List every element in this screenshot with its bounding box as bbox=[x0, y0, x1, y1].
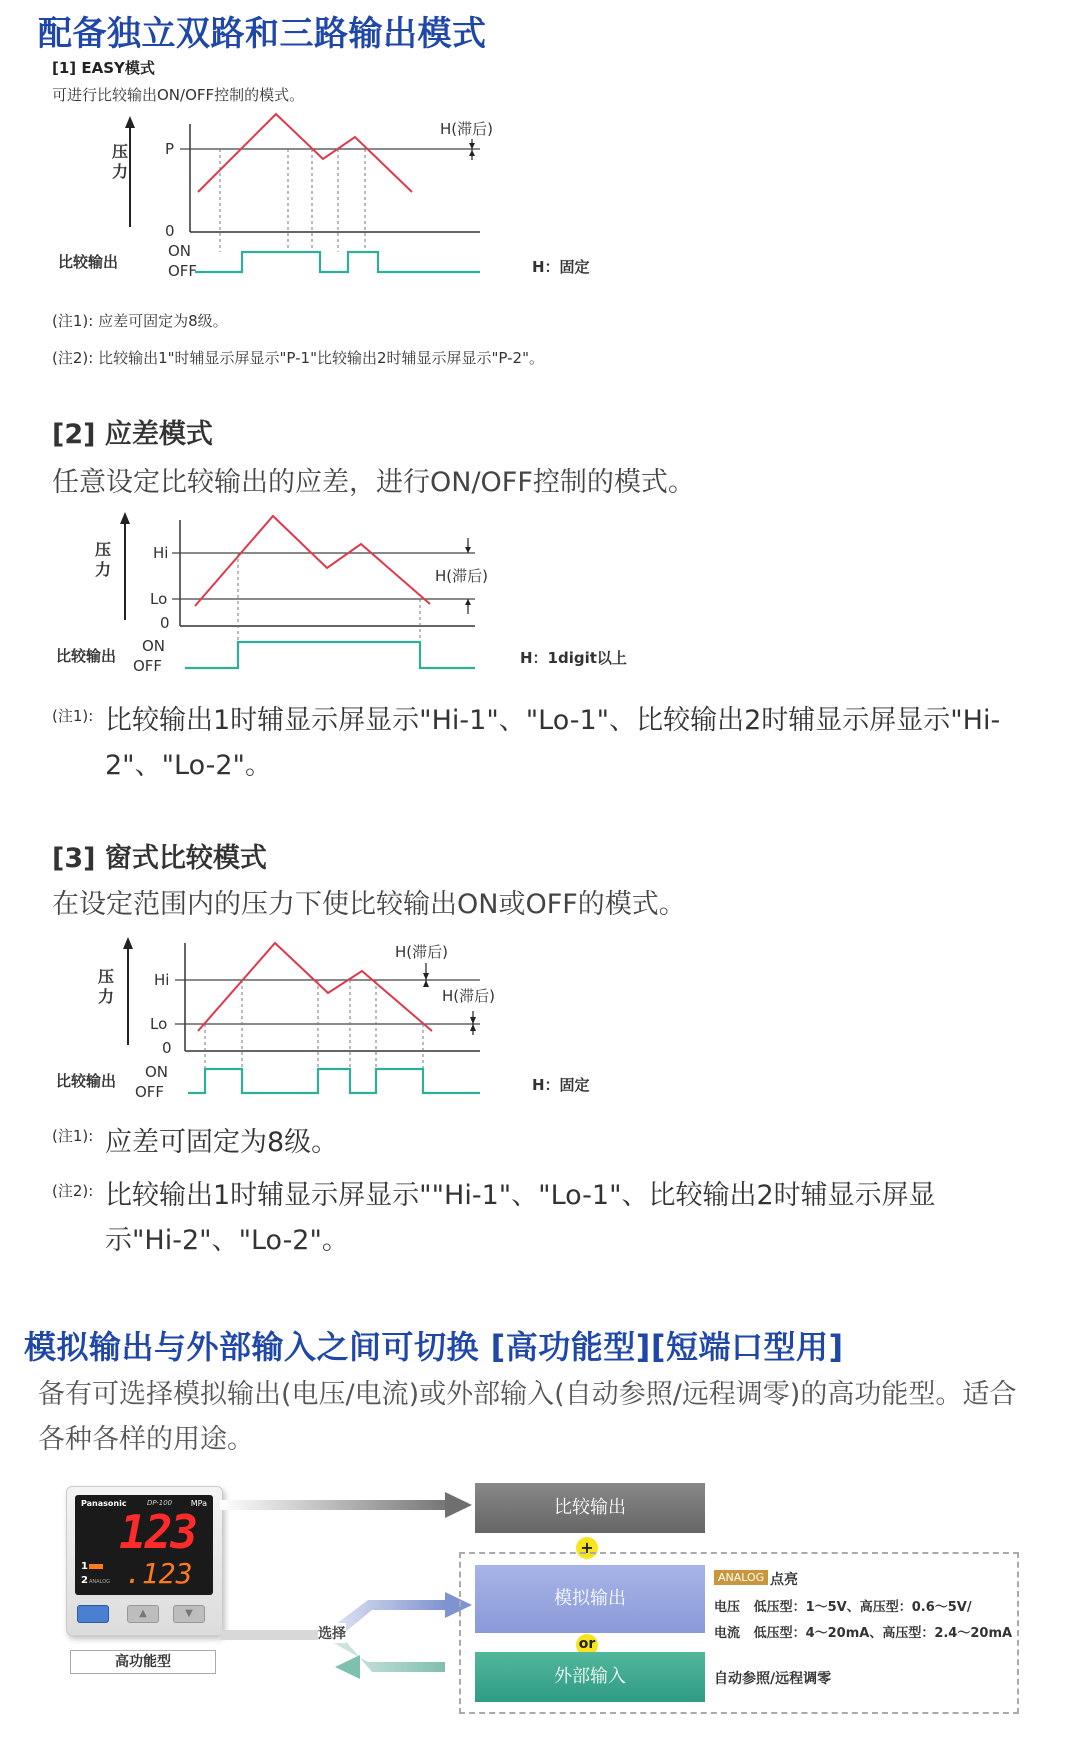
device-ch1: 1 bbox=[81, 1561, 88, 1572]
device-brand: Panasonic bbox=[81, 1499, 127, 1508]
h-note: H：固定 bbox=[532, 258, 590, 276]
window-note2-tag: (注2): bbox=[52, 1182, 94, 1200]
axis-label-char1: 压 bbox=[98, 967, 115, 986]
voltage-spec: 电压 低压型：1～5V、高压型：0.6～5V/ bbox=[714, 1600, 972, 1615]
output-label: 比较输出 bbox=[56, 647, 117, 665]
window-note2: 比较输出1时辅显示屏显示""Hi-1"、"Lo-1"、比较输出2时辅显示屏显示"Hi-2"、"Lo-2"。 bbox=[105, 1180, 936, 1256]
device-mode-button[interactable] bbox=[77, 1605, 109, 1623]
window-mode-diagram bbox=[50, 935, 650, 1107]
window-note1-tag: (注1): bbox=[52, 1127, 94, 1145]
axis-label-char2: 力 bbox=[95, 560, 112, 579]
axis-label-char2: 力 bbox=[98, 987, 115, 1006]
output-label: 比较输出 bbox=[56, 1072, 117, 1090]
on-label: ON bbox=[168, 242, 192, 260]
device-screen bbox=[75, 1495, 213, 1595]
easy-mode-diagram bbox=[50, 112, 630, 292]
level-p-label: P bbox=[165, 140, 175, 158]
zero-label: 0 bbox=[162, 1039, 172, 1057]
current-spec: 电流 低压型：4～20mA、高压型：2.4～20mA bbox=[714, 1626, 1013, 1641]
select-label: 选择 bbox=[318, 1623, 346, 1643]
h-note: H：1digit以上 bbox=[520, 649, 627, 667]
hysteresis-note1: 比较输出1时辅显示屏显示"Hi-1"、"Lo-1"、比较输出2时辅显示屏显示"Hi-2"、"Lo-2"。 bbox=[105, 705, 1001, 781]
hysteresis-top-label: H(滞后) bbox=[395, 943, 448, 961]
hysteresis-label: H(滞后) bbox=[440, 120, 493, 138]
window-mode-heading: [3] 窗式比较模式 bbox=[52, 843, 267, 874]
section2-desc: 备有可选择模拟输出(电压/电流)或外部输入(自动参照/远程调零)的高功能型。适合各种各样的用途。 bbox=[38, 1379, 1017, 1455]
window-note1: 应差可固定为8级。 bbox=[105, 1127, 339, 1158]
easy-mode-heading: [1] EASY模式 bbox=[52, 59, 155, 77]
device-down-button[interactable]: ▼ bbox=[173, 1605, 205, 1623]
lo-label: Lo bbox=[150, 1015, 168, 1033]
zero-label: 0 bbox=[160, 614, 170, 632]
easy-note1: (注1): 应差可固定为8级。 bbox=[52, 312, 228, 330]
axis-label-char2: 力 bbox=[112, 162, 129, 181]
device-ch1-indicator bbox=[89, 1564, 103, 1569]
hysteresis-mode-diagram bbox=[50, 508, 650, 678]
device-ch2: 2 bbox=[81, 1575, 88, 1586]
off-label: OFF bbox=[133, 657, 163, 675]
hi-label: Hi bbox=[153, 544, 169, 562]
zero-label: 0 bbox=[165, 222, 175, 240]
hysteresis-mode-desc: 任意设定比较输出的应差，进行ON/OFF控制的模式。 bbox=[52, 467, 695, 498]
on-label: ON bbox=[142, 637, 166, 655]
device-sub-value: .123 bbox=[125, 1557, 193, 1590]
section2-title: 模拟输出与外部输入之间可切换 [高功能型][短端口型用] bbox=[24, 1328, 844, 1366]
axis-label-char1: 压 bbox=[112, 142, 129, 161]
external-desc: 自动参照/远程调零 bbox=[714, 1671, 832, 1687]
section1-title: 配备独立双路和三路输出模式 bbox=[38, 14, 487, 54]
analog-badge: ANALOG bbox=[714, 1570, 768, 1585]
device-analog-tag: ANALOG bbox=[89, 1579, 110, 1585]
window-mode-desc: 在设定范围内的压力下使比较输出ON或OFF的模式。 bbox=[52, 889, 686, 920]
analog-output-box: 模拟输出 bbox=[475, 1565, 705, 1633]
flow-arrows bbox=[220, 1480, 480, 1690]
plus-icon: + bbox=[576, 1537, 598, 1559]
easy-note2: (注2): 比较输出1"时辅显示屏显示"P-1"比较输出2时辅显示屏显示"P-2"。 bbox=[52, 349, 544, 367]
lo-label: Lo bbox=[150, 590, 168, 608]
hysteresis-right-label: H(滞后) bbox=[442, 987, 495, 1005]
on-label: ON bbox=[145, 1063, 169, 1081]
device-up-button[interactable]: ▲ bbox=[127, 1605, 159, 1623]
output-label: 比较输出 bbox=[58, 253, 119, 271]
device-model: DP-100 bbox=[147, 1499, 173, 1507]
device-image bbox=[66, 1486, 223, 1636]
compare-output-box: 比较输出 bbox=[475, 1483, 705, 1533]
device-main-value: 123 bbox=[119, 1505, 197, 1559]
hysteresis-label: H(滞后) bbox=[435, 567, 488, 585]
h-note: H：固定 bbox=[532, 1076, 590, 1094]
external-input-box: 外部输入 bbox=[475, 1652, 705, 1702]
analog-lit-label: 点亮 bbox=[770, 1572, 798, 1588]
off-label: OFF bbox=[168, 262, 198, 280]
device-unit: MPa bbox=[190, 1499, 207, 1508]
device-caption: 高功能型 bbox=[70, 1650, 216, 1674]
or-icon: or bbox=[576, 1634, 598, 1656]
hysteresis-mode-heading: [2] 应差模式 bbox=[52, 419, 213, 450]
hi-label: Hi bbox=[154, 971, 170, 989]
axis-label-char1: 压 bbox=[95, 540, 112, 559]
hysteresis-note1-tag: (注1): bbox=[52, 707, 94, 725]
off-label: OFF bbox=[135, 1083, 165, 1101]
easy-mode-desc: 可进行比较输出ON/OFF控制的模式。 bbox=[52, 86, 305, 104]
